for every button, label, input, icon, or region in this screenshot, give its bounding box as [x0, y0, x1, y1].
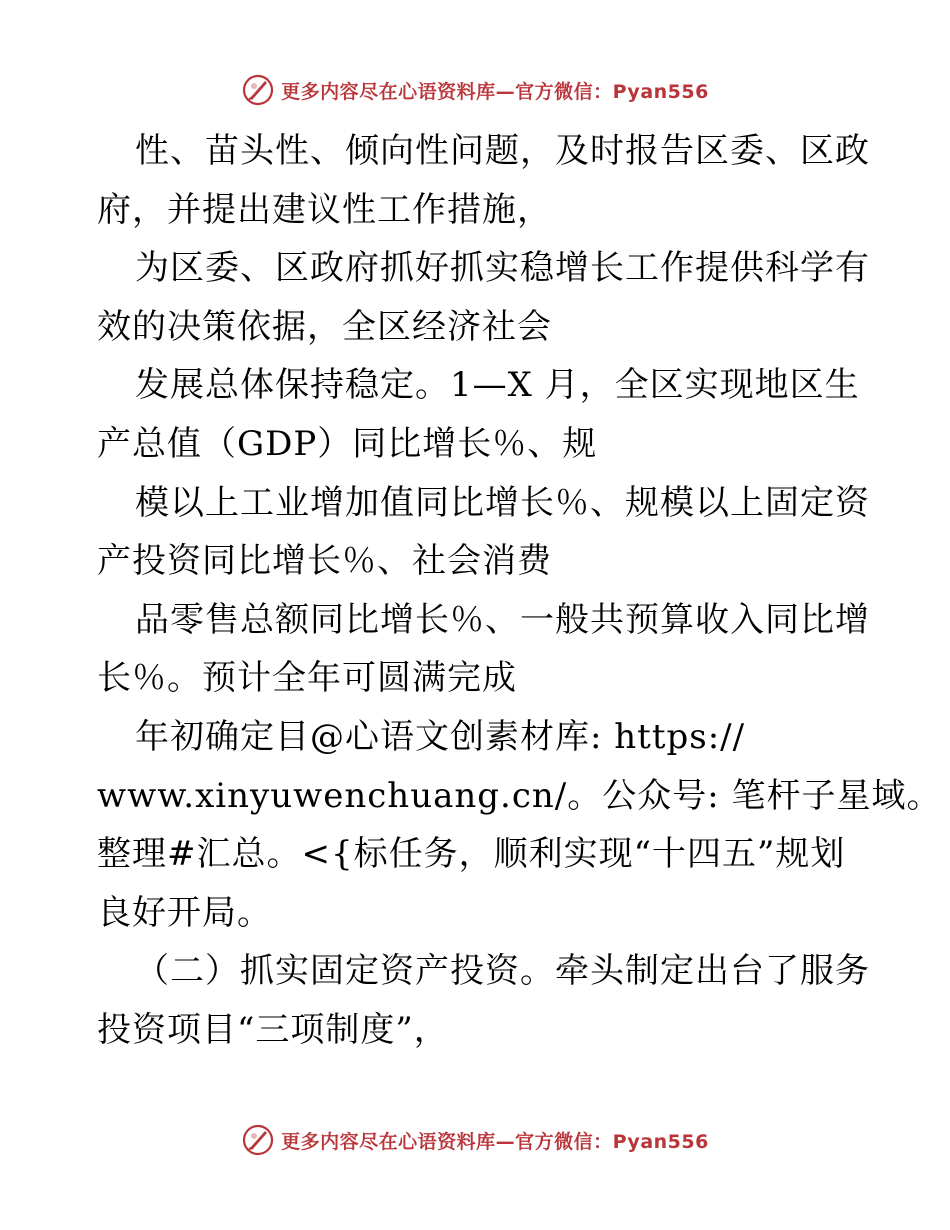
header-banner-text: 更多内容尽在心语资料库—官方微信：Pyan556 — [281, 80, 709, 103]
text-line: 性、苗头性、倾向性问题，及时报告区委、区政 — [135, 131, 870, 171]
text-line: （二）抓实固定资产投资。牵头制定出台了服务 — [135, 951, 870, 992]
text-line: www.xinyuwenchuang.cn/。公众号: 笔杆子星域。 — [97, 775, 942, 816]
text-line: 为区委、区政府抓好抓实稳增长工作提供科学有 — [135, 248, 870, 289]
text-line: 年初确定目@心语文创素材库: https:// — [135, 716, 746, 757]
text-line: 投资项目“三项制度”， — [97, 1009, 449, 1050]
text-line: 长％。预计全年可圆满完成 — [97, 658, 517, 699]
text-line: 品零售总额同比增长％、一般共预算收入同比增 — [135, 599, 870, 640]
footer-banner-text: 更多内容尽在心语资料库—官方微信：Pyan556 — [281, 1130, 709, 1153]
text-line: 模以上工业增加值同比增长％、规模以上固定资 — [135, 482, 870, 523]
header-banner — [0, 72, 950, 108]
quill-logo-icon — [241, 1123, 275, 1157]
text-line: 府，并提出建议性工作措施， — [97, 189, 552, 230]
footer-banner — [0, 1122, 950, 1158]
text-line: 效的决策依据，全区经济社会 — [97, 306, 552, 347]
text-line: 整理#汇总。<{标任务，顺利实现“十四五”规划 — [97, 834, 846, 875]
quill-logo-icon — [241, 73, 275, 107]
document-body — [97, 122, 942, 1060]
text-line: 产总值（GDP）同比增长％、规 — [97, 423, 598, 464]
text-line: 发展总体保持稳定。1—X 月，全区实现地区生 — [135, 365, 860, 406]
text-line: 良好开局。 — [97, 892, 272, 933]
text-line: 产投资同比增长％、社会消费 — [97, 541, 552, 582]
